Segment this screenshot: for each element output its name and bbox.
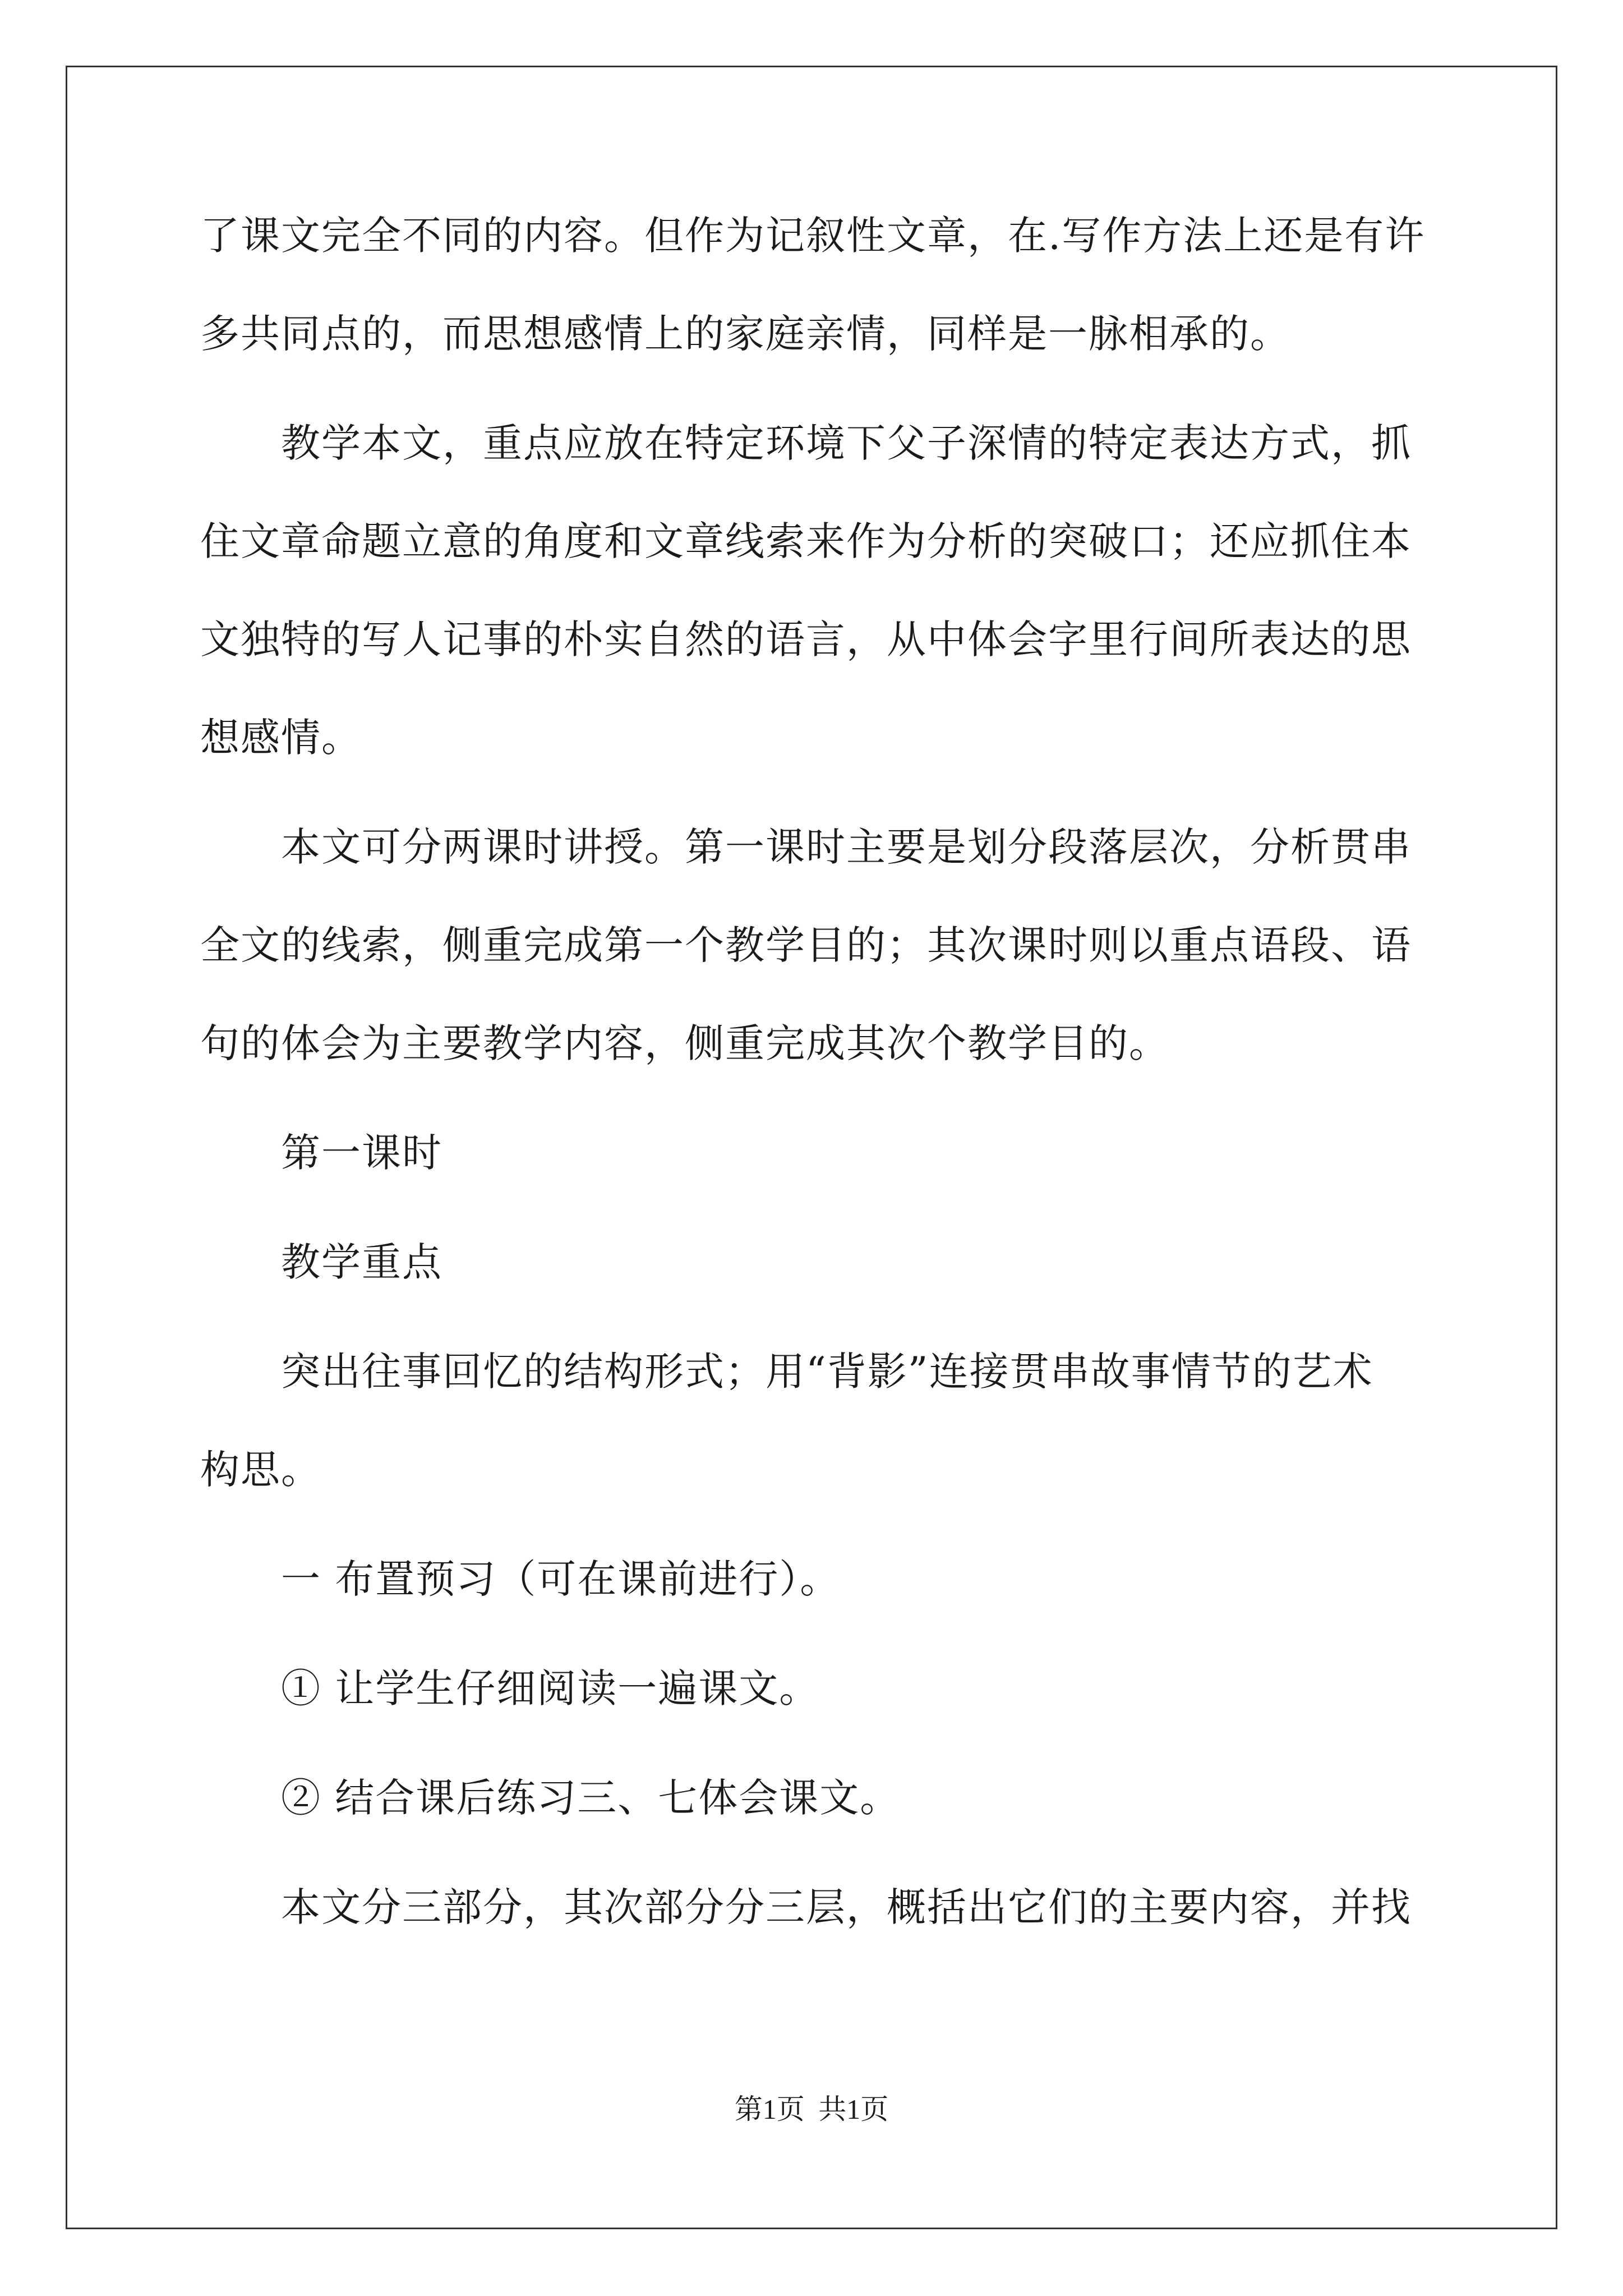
text-line: 本文可分两课时讲授。第一课时主要是划分段落层次，分析贯串 [281,824,1412,870]
list-item: ① 让学生仔细阅读一遍课文。 [281,1665,820,1711]
page-total: 共1页 [818,2093,889,2125]
text-line: 全文的线索，侧重完成第一个教学目的；其次课时则以重点语段、语 [200,922,1412,968]
page-number: 第1页 [734,2093,805,2125]
text-line: 句的体会为主要教学内容，侧重完成其次个教学目的。 [200,1020,1169,1066]
text-line: 想感情。 [200,715,362,761]
section-heading: 第一课时 [281,1130,442,1176]
page-footer [0,2090,1623,2129]
text-line: 住文章命题立意的角度和文章线索来作为分析的突破口；还应抓住本 [200,518,1412,564]
section-heading: 教学重点 [281,1239,442,1285]
text-line: 教学本文，重点应放在特定环境下父子深情的特定表达方式，抓 [281,420,1412,466]
text-line: 突出往事回忆的结构形式；用“背影”连接贯串故事情节的艺术 [281,1349,1373,1395]
list-item: 一 布置预习（可在课前进行）。 [281,1556,841,1602]
text-line: 了课文完全不同的内容。但作为记叙性文章，在.写作方法上还是有许 [200,213,1426,259]
text-line: 构思。 [200,1447,321,1493]
text-line: 多共同点的，而思想感情上的家庭亲情，同样是一脉相承的。 [200,311,1290,357]
list-item: ② 结合课后练习三、七体会课文。 [281,1775,901,1821]
text-line: 本文分三部分，其次部分分三层，概括出它们的主要内容，并找 [281,1884,1412,1930]
text-line: 文独特的写人记事的朴实自然的语言，从中体会字里行间所表达的思 [200,616,1412,662]
